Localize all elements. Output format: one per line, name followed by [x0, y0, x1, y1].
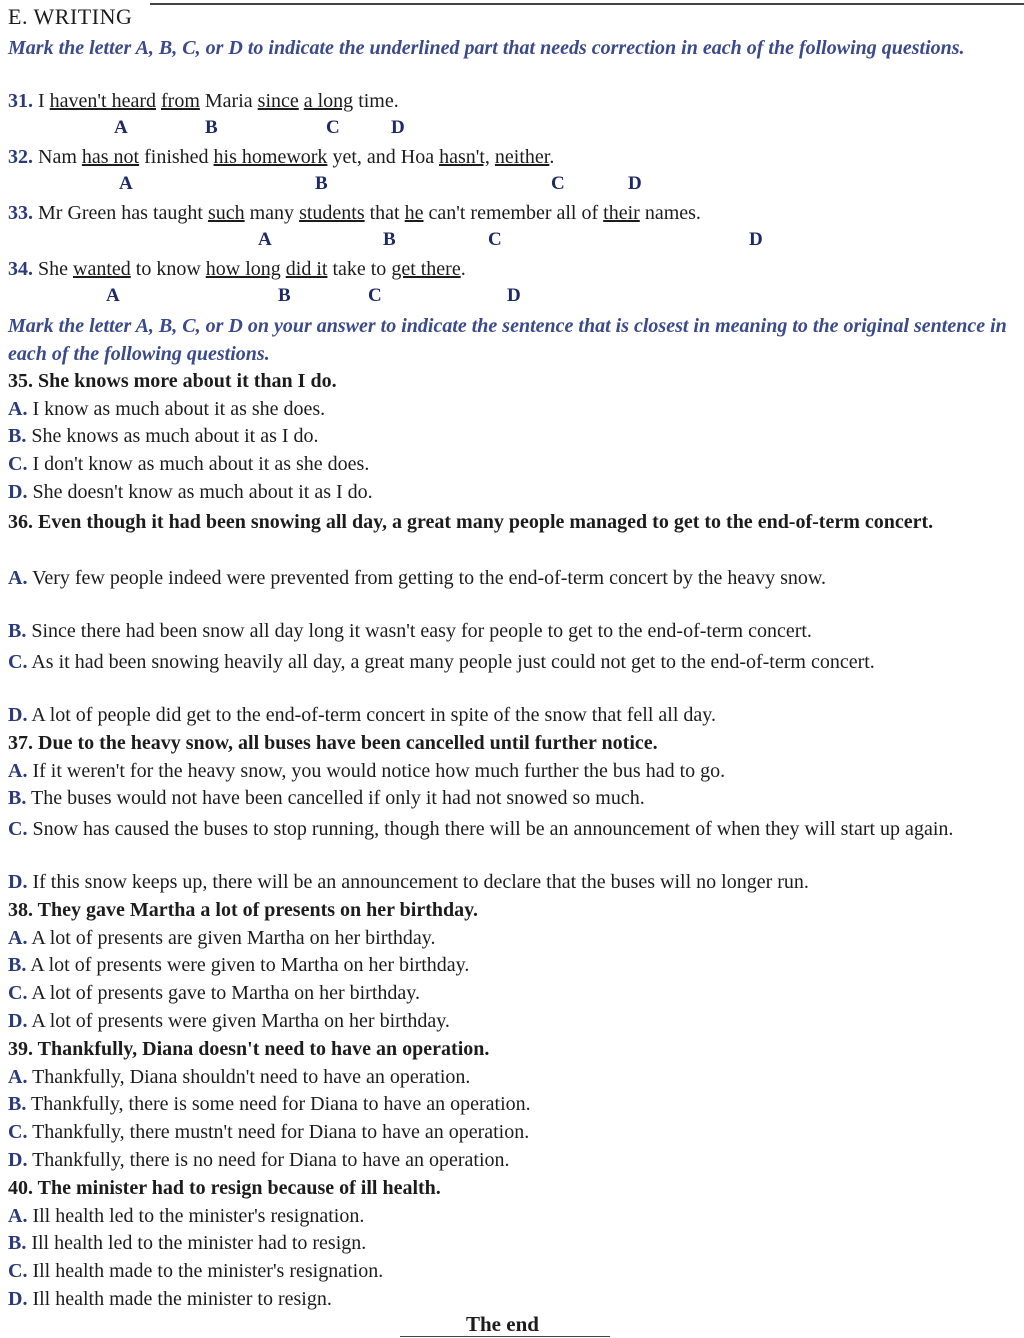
q32-label-b: B [315, 173, 328, 194]
q37-option-b: B. The buses would not have been cancelled if only it had not snowed so much. [8, 787, 645, 809]
section-title: E. WRITING [8, 4, 133, 29]
q35-option-d: D. She doesn't know as much about it as I do. [8, 481, 373, 503]
q33-label-d: D [749, 229, 763, 250]
q36-option-a: A. Very few people indeed were prevented from getting to the end-of-term concert by the heavy snow. [8, 567, 827, 589]
q33-label-c: C [488, 229, 502, 250]
q39-option-a: A. Thankfully, Diana shouldn't need to have an operation. [8, 1066, 471, 1088]
question-37-stem: 37. Due to the heavy snow, all buses have been cancelled until further notice. [8, 732, 658, 754]
q39-option-c: C. Thankfully, there mustn't need for Diana to have an operation. [8, 1121, 530, 1143]
top-rule [150, 3, 1024, 5]
q38-option-d: D. A lot of presents were given Martha on her birthday. [8, 1010, 450, 1032]
instruction-error-identification: Mark the letter A, B, C, or D to indicate the underlined part that needs correction in each of the following questions. [8, 37, 965, 59]
q35-option-c: C. I don't know as much about it as she does. [8, 453, 370, 475]
q37-option-d: D. If this snow keeps up, there will be an announcement to declare that the buses will no longer run. [8, 871, 809, 893]
q31-label-c: C [326, 117, 340, 138]
q34-label-a: A [106, 285, 120, 306]
q31-label-a: A [114, 117, 128, 138]
q39-option-b: B. Thankfully, there is some need for Diana to have an operation. [8, 1093, 531, 1115]
question-36-stem: 36. Even though it had been snowing all day, a great many people managed to get to the end-of-term concert. [8, 511, 934, 533]
q36-option-d: D. A lot of people did get to the end-of-term concert in spite of the snow that fell all day. [8, 704, 716, 726]
q40-option-c: C. Ill health made to the minister's resignation. [8, 1260, 384, 1282]
q38-option-c: C. A lot of presents gave to Martha on her birthday. [8, 982, 420, 1004]
q33-label-a: A [258, 229, 272, 250]
q40-option-d: D. Ill health made the minister to resign. [8, 1288, 332, 1310]
q32-label-d: D [628, 173, 642, 194]
the-end-footer: The end [466, 1312, 539, 1336]
q31-label-d: D [391, 117, 405, 138]
q38-option-a: A. A lot of presents are given Martha on her birthday. [8, 927, 436, 949]
q31-label-b: B [205, 117, 218, 138]
q34-label-d: D [507, 285, 521, 306]
question-32: 32. Nam has not finished his homework yet, and Hoa hasn't, neither. [8, 146, 555, 168]
footer-rule [400, 1336, 610, 1337]
q37-option-a: A. If it weren't for the heavy snow, you would notice how much further the bus had to go. [8, 760, 726, 782]
q32-label-a: A [119, 173, 133, 194]
q35-option-a: A. I know as much about it as she does. [8, 398, 326, 420]
question-38-stem: 38. They gave Martha a lot of presents on her birthday. [8, 899, 479, 921]
q35-option-b: B. She knows as much about it as I do. [8, 425, 319, 447]
question-34: 34. She wanted to know how long did it take to get there. [8, 258, 466, 280]
q32-label-c: C [551, 173, 565, 194]
question-33: 33. Mr Green has taught such many students that he can't remember all of their names. [8, 202, 701, 224]
q34-label-b: B [278, 285, 291, 306]
q37-option-c: C. Snow has caused the buses to stop running, though there will be an announcement of when they will start up again. [8, 818, 954, 840]
instruction-sentence-transformation: Mark the letter A, B, C, or D on your answer to indicate the sentence that is closest in meaning to the original sentence in each of the following questions. [8, 315, 1007, 365]
q36-option-b: B. Since there had been snow all day long it wasn't easy for people to get to the end-of-term concert. [8, 620, 812, 642]
q33-label-b: B [383, 229, 396, 250]
q36-option-c: C. As it had been snowing heavily all day, a great many people just could not get to the end-of-term concert. [8, 651, 875, 673]
question-40-stem: 40. The minister had to resign because of ill health. [8, 1177, 441, 1199]
question-31: 31. I haven't heard from Maria since a long time. [8, 90, 399, 112]
q40-option-a: A. Ill health led to the minister's resignation. [8, 1205, 365, 1227]
q39-option-d: D. Thankfully, there is no need for Diana to have an operation. [8, 1149, 510, 1171]
question-35-stem: 35. She knows more about it than I do. [8, 370, 337, 392]
q38-option-b: B. A lot of presents were given to Martha on her birthday. [8, 954, 470, 976]
question-39-stem: 39. Thankfully, Diana doesn't need to have an operation. [8, 1038, 490, 1060]
q34-label-c: C [368, 285, 382, 306]
q40-option-b: B. Ill health led to the minister had to resign. [8, 1232, 367, 1254]
